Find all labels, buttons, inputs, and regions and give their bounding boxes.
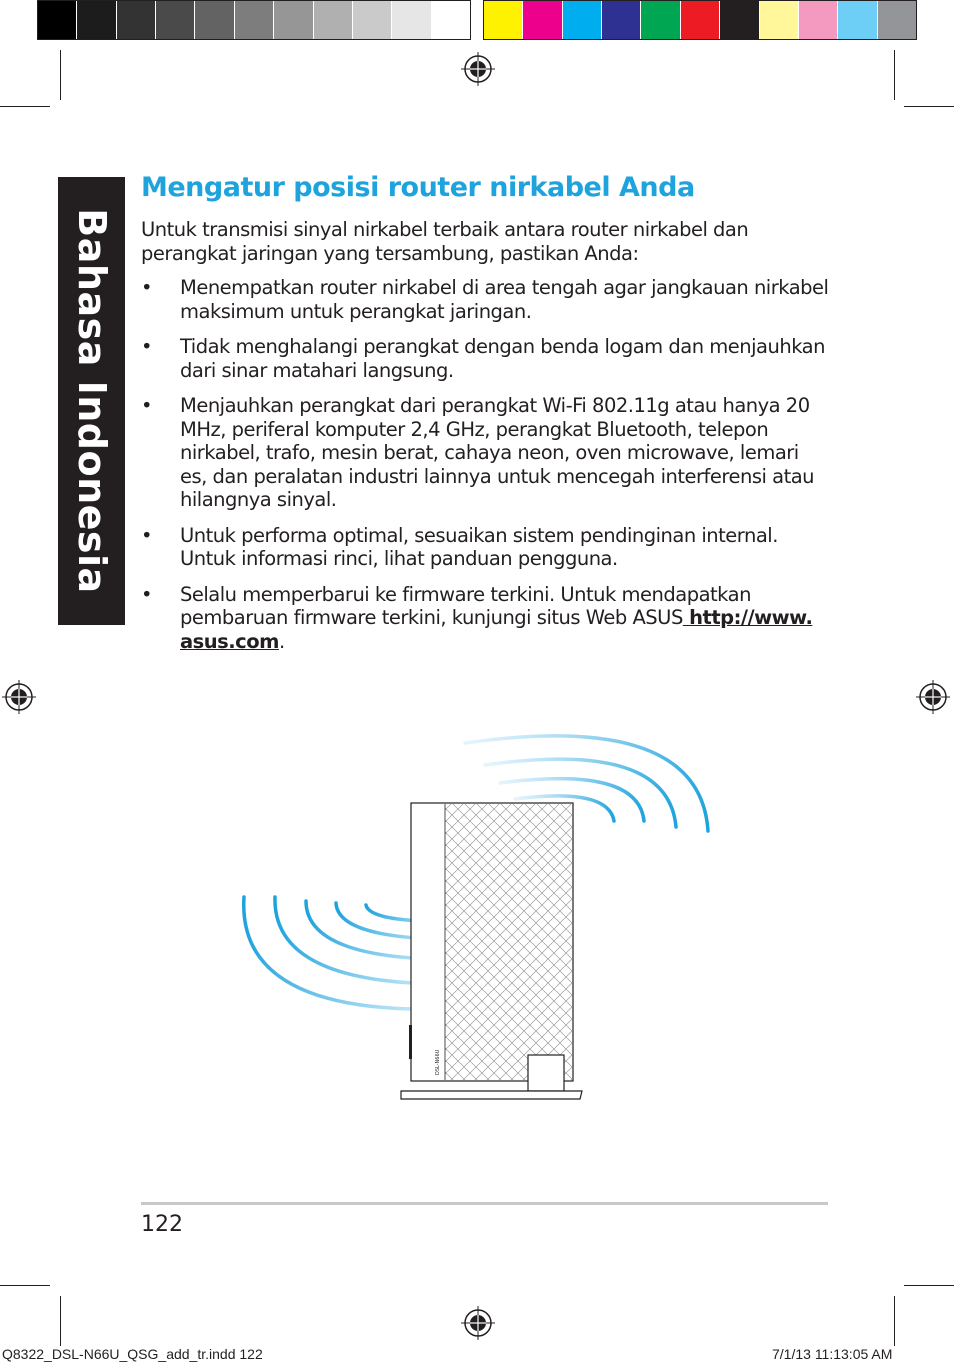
list-item: [141, 524, 831, 571]
crop-mark: [60, 1296, 61, 1346]
list-item-text: Menempatkan router nirkabel di area tengah agar jangkauan nirkabel maksimum untuk perangkat jaringan.: [180, 276, 829, 323]
color-swatch: [156, 1, 195, 39]
crop-mark: [0, 1285, 50, 1286]
color-swatch: [838, 1, 877, 39]
color-swatch: [274, 1, 313, 39]
bullet-marker: •: [141, 523, 153, 547]
crop-mark: [904, 106, 954, 107]
color-swatch: [38, 1, 77, 39]
color-swatch: [641, 1, 680, 39]
router-stand-block: [528, 1055, 564, 1091]
color-swatch: [878, 1, 916, 39]
registration-mark-icon: [2, 680, 36, 714]
list-item: [141, 394, 831, 512]
process-color-bar: [483, 0, 917, 40]
color-swatch: [314, 1, 353, 39]
color-swatch: [195, 1, 234, 39]
registration-mark-icon: [461, 1306, 495, 1340]
color-swatch: [432, 1, 470, 39]
language-side-tab: [58, 177, 125, 625]
color-swatch: [681, 1, 720, 39]
color-swatch: [77, 1, 116, 39]
color-swatch: [523, 1, 562, 39]
page-number: 122: [141, 1212, 183, 1237]
router-mesh-panel: [445, 804, 572, 1080]
bullet-marker: •: [141, 582, 153, 606]
intro-paragraph: Untuk transmisi sinyal nirkabel terbaik antara router nirkabel dan perangkat jaringan yang tersambung, pastikan Anda:: [141, 218, 749, 265]
slug-file-info: Q8322_DSL-N66U_QSG_add_tr.indd 122: [2, 1346, 263, 1362]
section-title: Mengatur posisi router nirkabel Anda: [141, 172, 695, 203]
language-tab-label: Bahasa Indonesia: [69, 208, 114, 594]
registration-mark-icon: [916, 680, 950, 714]
footer-rule: [141, 1202, 828, 1205]
bullet-marker: •: [141, 394, 153, 417]
crop-mark: [894, 50, 895, 100]
list-item-text: Tidak menghalangi perangkat dengan benda logam dan menjauhkan dari sinar matahari langsung.: [180, 335, 825, 382]
asus-website-link[interactable]: http://www. asus.com: [180, 606, 813, 653]
router-model-label: DSL-N66U: [435, 1049, 441, 1075]
list-item: [141, 335, 831, 382]
bullet-marker: •: [141, 335, 153, 358]
color-swatch: [117, 1, 156, 39]
color-swatch: [760, 1, 799, 39]
bullet-marker: •: [141, 276, 153, 299]
list-item-text: Menjauhkan perangkat dari perangkat Wi-Fi 802.11g atau hanya 20 MHz, periferal komputer 2,4 GHz, perangkat Bluetooth, telepon nirkabel, trafo, mesin berat, cahaya neon, oven microwave, lemari es, dan peralatan industri lainnya untuk mencegah interferensi atau hilangnya sinyal.: [180, 394, 815, 511]
placement-tips-list: [141, 276, 831, 653]
crop-mark: [904, 1285, 954, 1286]
color-swatch: [799, 1, 838, 39]
slug-date-info: 7/1/13 11:13:05 AM: [772, 1346, 893, 1362]
color-swatch: [720, 1, 759, 39]
color-swatch: [602, 1, 641, 39]
list-item: [141, 276, 831, 323]
color-swatch: [353, 1, 392, 39]
grayscale-color-bar: [37, 0, 471, 40]
list-item-end: .: [278, 629, 285, 653]
crop-mark: [60, 50, 61, 100]
router-placement-illustration: [230, 725, 730, 1115]
crop-mark: [0, 106, 50, 107]
color-swatch: [563, 1, 602, 39]
list-item-text: Untuk performa optimal, sesuaikan sistem pendinginan internal. Untuk informasi rinci, lihat panduan pengguna.: [180, 523, 778, 570]
registration-mark-icon: [461, 52, 495, 86]
list-item: [141, 583, 831, 654]
color-swatch: [235, 1, 274, 39]
list-item-text: Selalu memperbarui ke firmware terkini. Untuk mendapatkan pembaruan firmware terkini, kunjungi situs Web ASUS: [180, 582, 751, 629]
color-swatch: [484, 1, 523, 39]
router-base: [401, 1091, 582, 1099]
crop-mark: [894, 1296, 895, 1346]
color-swatch: [392, 1, 431, 39]
